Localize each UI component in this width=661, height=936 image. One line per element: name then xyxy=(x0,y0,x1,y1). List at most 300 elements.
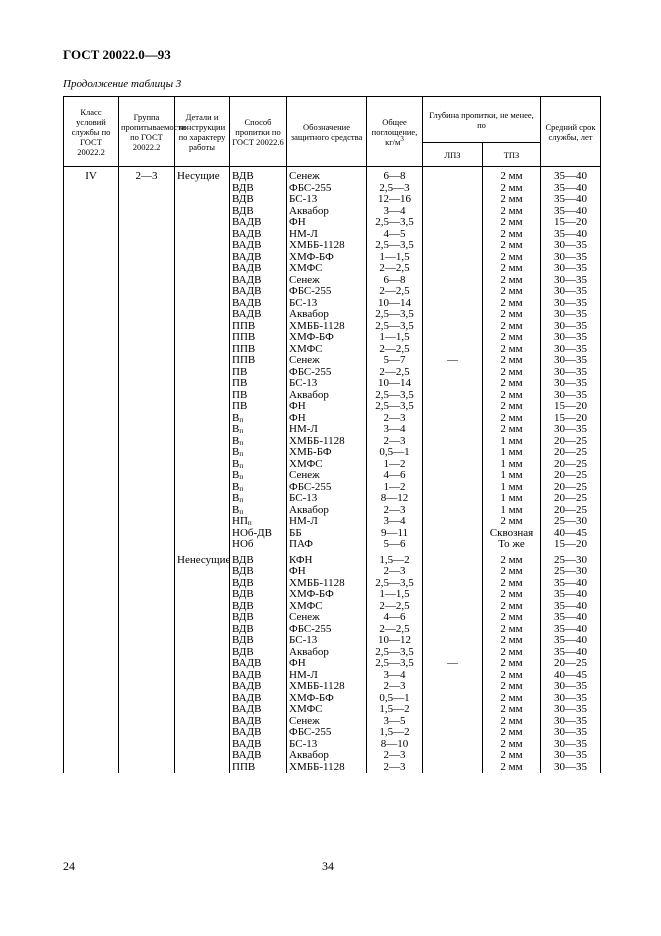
class-cell xyxy=(64,424,119,436)
tpz-cell: 2 мм xyxy=(483,704,541,716)
service-life-cell: 30—35 xyxy=(541,390,601,402)
absorption-cell: 3—4 xyxy=(367,516,423,528)
service-life-cell: 30—35 xyxy=(541,704,601,716)
agent-cell: НМ-Л xyxy=(287,670,367,682)
agent-cell: ХМББ-1128 xyxy=(287,436,367,448)
tpz-cell: 2 мм xyxy=(483,240,541,252)
tpz-cell: 2 мм xyxy=(483,263,541,275)
table-row xyxy=(64,263,601,275)
col-header-group: Группа пропитываемости по ГОСТ 20022.2 xyxy=(119,97,175,167)
group-cell xyxy=(119,355,175,367)
service-life-cell: 35—40 xyxy=(541,635,601,647)
lpz-cell xyxy=(423,321,483,333)
agent-cell: ХМББ-1128 xyxy=(287,578,367,590)
absorption-cell: 2,5—3,5 xyxy=(367,401,423,413)
table-row xyxy=(64,493,601,505)
absorption-cell: 1—2 xyxy=(367,482,423,494)
group-cell xyxy=(119,635,175,647)
table-row xyxy=(64,401,601,413)
service-life-cell: 15—20 xyxy=(541,401,601,413)
method-code: ВДВ xyxy=(232,622,254,635)
method-code: В xyxy=(232,446,240,458)
table-row xyxy=(64,566,601,578)
method-code: НОб-ДВ xyxy=(232,526,272,539)
agent-cell: НМ-Л xyxy=(287,516,367,528)
absorption-cell: 3—4 xyxy=(367,670,423,682)
class-cell xyxy=(64,459,119,471)
table-row xyxy=(64,240,601,252)
absorption-cell: 2—2,5 xyxy=(367,286,423,298)
class-cell xyxy=(64,470,119,482)
agent-cell: ФН xyxy=(287,566,367,578)
absorption-cell: 6—8 xyxy=(367,275,423,287)
class-cell xyxy=(64,612,119,624)
group-cell xyxy=(119,240,175,252)
table-row xyxy=(64,658,601,670)
group-cell xyxy=(119,750,175,762)
lpz-cell xyxy=(423,378,483,390)
table-row xyxy=(64,762,601,774)
lpz-cell xyxy=(423,750,483,762)
method-code: ВАДВ xyxy=(232,285,262,297)
details-cell xyxy=(175,309,230,321)
details-cell xyxy=(175,716,230,728)
service-life-cell: 35—40 xyxy=(541,229,601,241)
agent-cell: КФН xyxy=(287,551,367,567)
class-cell xyxy=(64,658,119,670)
method-code: В xyxy=(232,480,240,493)
tpz-cell: 1 мм xyxy=(483,447,541,459)
agent-cell: ФН xyxy=(287,217,367,229)
table-row xyxy=(64,516,601,528)
agent-cell: ХМФС xyxy=(287,459,367,471)
lpz-cell xyxy=(423,551,483,567)
tpz-cell: 2 мм xyxy=(483,332,541,344)
agent-cell: ХМФС xyxy=(287,601,367,613)
tpz-cell: 2 мм xyxy=(483,601,541,613)
service-life-cell: 30—35 xyxy=(541,378,601,390)
method-subscript: п xyxy=(239,427,244,435)
details-cell xyxy=(175,482,230,494)
lpz-cell xyxy=(423,240,483,252)
tpz-cell: 2 мм xyxy=(483,424,541,436)
agent-cell: ХМФС xyxy=(287,263,367,275)
class-cell xyxy=(64,229,119,241)
tpz-cell: 2 мм xyxy=(483,516,541,528)
class-cell xyxy=(64,739,119,751)
col-header-depth: Глубина пропитки, не менее, по xyxy=(423,97,541,143)
table-row xyxy=(64,727,601,739)
details-cell xyxy=(175,263,230,275)
table-row xyxy=(64,447,601,459)
group-cell xyxy=(119,624,175,636)
agent-cell: ФБС-255 xyxy=(287,624,367,636)
lpz-cell xyxy=(423,252,483,264)
lpz-cell xyxy=(423,566,483,578)
method-code: ВАДВ xyxy=(232,703,262,715)
method-subscript: п xyxy=(239,507,244,516)
agent-cell: БС-13 xyxy=(287,739,367,751)
group-cell xyxy=(119,367,175,379)
details-cell xyxy=(175,286,230,298)
absorption-cell: 9—11 xyxy=(367,528,423,540)
class-cell xyxy=(64,762,119,774)
details-cell xyxy=(175,413,230,425)
class-cell xyxy=(64,578,119,590)
details-cell xyxy=(175,470,230,482)
agent-cell: ФБС-255 xyxy=(287,183,367,195)
method-code: ВАДВ xyxy=(232,239,262,251)
absorption-cell: 4—6 xyxy=(367,612,423,624)
absorption-cell: 1,5—2 xyxy=(367,727,423,739)
group-cell xyxy=(119,206,175,218)
lpz-cell xyxy=(423,447,483,459)
class-cell xyxy=(64,286,119,298)
agent-cell: НМ-Л xyxy=(287,229,367,241)
class-cell xyxy=(64,275,119,287)
class-cell xyxy=(64,670,119,682)
group-cell xyxy=(119,390,175,402)
details-cell xyxy=(175,355,230,367)
table-row xyxy=(64,424,601,436)
method-subscript: п xyxy=(247,519,252,527)
service-life-cell: 30—35 xyxy=(541,739,601,751)
col-header-method: Способ пропитки по ГОСТ 20022.6 xyxy=(230,97,287,167)
lpz-cell xyxy=(423,298,483,310)
method-code: В xyxy=(232,457,240,470)
service-life-cell: 30—35 xyxy=(541,309,601,321)
class-cell xyxy=(64,589,119,601)
method-code: ВАДВ xyxy=(232,216,262,228)
absorption-cell: 1—1,5 xyxy=(367,589,423,601)
tpz-cell: 2 мм xyxy=(483,298,541,310)
agent-cell: Сенеж xyxy=(287,470,367,482)
tpz-cell: 2 мм xyxy=(483,551,541,567)
absorption-cell: 3—5 xyxy=(367,716,423,728)
absorption-cell: 2—3 xyxy=(367,436,423,448)
service-life-cell: 30—35 xyxy=(541,252,601,264)
lpz-cell xyxy=(423,263,483,275)
service-life-cell: 35—40 xyxy=(541,601,601,613)
service-life-cell: 30—35 xyxy=(541,762,601,774)
agent-cell: ФБС-255 xyxy=(287,482,367,494)
group-cell: 2—3 xyxy=(119,167,175,183)
group-cell xyxy=(119,401,175,413)
absorption-cell: 0,5—1 xyxy=(367,447,423,459)
method-code: ППВ xyxy=(232,760,256,773)
absorption-cell: 3—4 xyxy=(367,206,423,218)
absorption-cell: 4—5 xyxy=(367,229,423,241)
details-cell xyxy=(175,750,230,762)
lpz-cell xyxy=(423,727,483,739)
table-row xyxy=(64,378,601,390)
method-code: ВАДВ xyxy=(232,250,262,263)
agent-cell: ХМФ-БФ xyxy=(287,693,367,705)
tpz-cell: 2 мм xyxy=(483,727,541,739)
class-cell xyxy=(64,413,119,425)
method-code: ВАДВ xyxy=(232,668,262,681)
table-row xyxy=(64,589,601,601)
group-cell xyxy=(119,505,175,517)
table-row xyxy=(64,470,601,482)
method-code: ВАДВ xyxy=(232,227,262,240)
service-life-cell: 30—35 xyxy=(541,344,601,356)
details-cell xyxy=(175,647,230,659)
agent-cell: БС-13 xyxy=(287,635,367,647)
service-life-cell: 35—40 xyxy=(541,183,601,195)
group-cell xyxy=(119,551,175,567)
absorption-cell: 2,5—3,5 xyxy=(367,309,423,321)
service-life-cell: 30—35 xyxy=(541,275,601,287)
details-cell xyxy=(175,578,230,590)
details-cell xyxy=(175,194,230,206)
absorption-cell: 6—8 xyxy=(367,167,423,183)
service-life-cell: 20—25 xyxy=(541,658,601,670)
tpz-cell: 2 мм xyxy=(483,762,541,774)
agent-cell: БС-13 xyxy=(287,378,367,390)
method-subscript: п xyxy=(239,496,244,504)
lpz-cell xyxy=(423,635,483,647)
absorption-cell: 2—3 xyxy=(367,762,423,774)
class-cell xyxy=(64,321,119,333)
details-cell xyxy=(175,762,230,774)
details-cell xyxy=(175,344,230,356)
tpz-cell: 1 мм xyxy=(483,470,541,482)
tpz-cell: 2 мм xyxy=(483,739,541,751)
method-code: ППВ xyxy=(232,342,256,355)
details-cell xyxy=(175,321,230,333)
agent-cell: Аквабор xyxy=(287,750,367,762)
details-cell xyxy=(175,459,230,471)
absorption-cell: 10—12 xyxy=(367,635,423,647)
details-cell xyxy=(175,436,230,448)
class-cell xyxy=(64,332,119,344)
details-cell xyxy=(175,217,230,229)
service-life-cell: 30—35 xyxy=(541,424,601,436)
details-cell xyxy=(175,505,230,517)
details-cell xyxy=(175,670,230,682)
service-life-cell: 30—35 xyxy=(541,321,601,333)
method-code: ВДВ xyxy=(232,634,254,646)
details-cell xyxy=(175,183,230,195)
method-subscript: п xyxy=(239,438,244,447)
tpz-cell: 2 мм xyxy=(483,589,541,601)
tpz-cell: 1 мм xyxy=(483,493,541,505)
class-cell xyxy=(64,601,119,613)
agent-cell: БС-13 xyxy=(287,493,367,505)
class-cell xyxy=(64,390,119,402)
absorption-cell: 2—2,5 xyxy=(367,367,423,379)
details-cell xyxy=(175,229,230,241)
details-cell: Несущие xyxy=(175,167,230,183)
group-cell xyxy=(119,332,175,344)
method-code: ВДВ xyxy=(232,576,254,589)
lpz-cell xyxy=(423,183,483,195)
absorption-cell: 2,5—3,5 xyxy=(367,578,423,590)
service-life-cell: 25—30 xyxy=(541,516,601,528)
group-cell xyxy=(119,286,175,298)
group-cell xyxy=(119,612,175,624)
group-cell xyxy=(119,762,175,774)
agent-cell: Аквабор xyxy=(287,390,367,402)
tpz-cell: 2 мм xyxy=(483,716,541,728)
lpz-cell xyxy=(423,167,483,183)
group-cell xyxy=(119,229,175,241)
lpz-cell xyxy=(423,229,483,241)
col-header-details: Детали и конструкции по характеру работы xyxy=(175,97,230,167)
absorption-cell: 2,5—3,5 xyxy=(367,647,423,659)
service-life-cell: 30—35 xyxy=(541,367,601,379)
lpz-cell xyxy=(423,470,483,482)
absorption-cell: 1—2 xyxy=(367,459,423,471)
agent-cell: Сенеж xyxy=(287,612,367,624)
group-cell xyxy=(119,321,175,333)
lpz-cell xyxy=(423,589,483,601)
tpz-cell: 2 мм xyxy=(483,344,541,356)
absorption-cell: 2—3 xyxy=(367,750,423,762)
lpz-cell xyxy=(423,413,483,425)
table-row xyxy=(64,217,601,229)
col-header-class: Класс условий службы по ГОСТ 20022.2 xyxy=(64,97,119,167)
table-row xyxy=(64,539,601,551)
class-cell xyxy=(64,624,119,636)
lpz-cell xyxy=(423,505,483,517)
group-cell xyxy=(119,298,175,310)
agent-cell: ФН xyxy=(287,401,367,413)
details-cell xyxy=(175,658,230,670)
absorption-cell: 5—6 xyxy=(367,539,423,551)
method-subscript: п xyxy=(239,450,244,458)
lpz-cell xyxy=(423,367,483,379)
class-cell xyxy=(64,727,119,739)
tpz-cell: 2 мм xyxy=(483,750,541,762)
tpz-cell: То же xyxy=(483,539,541,551)
method-code: ППВ xyxy=(232,331,256,343)
details-cell xyxy=(175,727,230,739)
absorption-cell: 3—4 xyxy=(367,424,423,436)
tpz-cell: 2 мм xyxy=(483,390,541,402)
tpz-cell: 1 мм xyxy=(483,436,541,448)
service-life-cell: 30—35 xyxy=(541,240,601,252)
method-code: В xyxy=(232,411,240,424)
method-code: ВАДВ xyxy=(232,296,262,309)
class-cell xyxy=(64,539,119,551)
details-cell xyxy=(175,378,230,390)
service-life-cell: 20—25 xyxy=(541,447,601,459)
lpz-cell xyxy=(423,493,483,505)
absorption-cell: 2—2,5 xyxy=(367,624,423,636)
details-cell xyxy=(175,612,230,624)
group-cell xyxy=(119,589,175,601)
tpz-cell: 2 мм xyxy=(483,206,541,218)
group-cell xyxy=(119,658,175,670)
class-cell xyxy=(64,516,119,528)
absorption-cell: 2—3 xyxy=(367,566,423,578)
agent-cell: ХМФС xyxy=(287,704,367,716)
details-cell xyxy=(175,601,230,613)
class-cell xyxy=(64,693,119,705)
tpz-cell: 2 мм xyxy=(483,647,541,659)
agent-cell: ФБС-255 xyxy=(287,727,367,739)
agent-cell: ФБС-255 xyxy=(287,286,367,298)
lpz-cell xyxy=(423,482,483,494)
table-row xyxy=(64,551,601,567)
agent-cell: БС-13 xyxy=(287,194,367,206)
method-code: ППВ xyxy=(232,354,256,366)
absorption-cell: 10—14 xyxy=(367,298,423,310)
class-cell xyxy=(64,493,119,505)
tpz-cell: 2 мм xyxy=(483,252,541,264)
tpz-cell: 2 мм xyxy=(483,635,541,647)
class-cell xyxy=(64,401,119,413)
class-cell xyxy=(64,566,119,578)
method-code: ВДВ xyxy=(232,204,254,217)
absorption-cell: 1—1,5 xyxy=(367,252,423,264)
method-cell xyxy=(230,167,287,183)
details-cell xyxy=(175,693,230,705)
table-row xyxy=(64,194,601,206)
method-code: ВАДВ xyxy=(232,273,262,286)
class-cell xyxy=(64,647,119,659)
method-subscript: п xyxy=(239,473,244,481)
group-cell xyxy=(119,459,175,471)
absorption-cell: 8—10 xyxy=(367,739,423,751)
lpz-cell xyxy=(423,436,483,448)
agent-cell: ХМББ-1128 xyxy=(287,321,367,333)
details-cell xyxy=(175,447,230,459)
method-code: ВДВ xyxy=(232,565,254,577)
class-cell xyxy=(64,298,119,310)
agent-cell: Аквабор xyxy=(287,206,367,218)
col-header-absorption xyxy=(367,97,423,167)
tpz-cell: 1 мм xyxy=(483,505,541,517)
tpz-cell: Сквозная xyxy=(483,528,541,540)
class-cell xyxy=(64,716,119,728)
method-code: ВДВ xyxy=(232,588,254,600)
lpz-cell xyxy=(423,601,483,613)
details-cell xyxy=(175,739,230,751)
service-life-cell: 30—35 xyxy=(541,332,601,344)
class-cell xyxy=(64,704,119,716)
group-cell xyxy=(119,263,175,275)
service-life-cell: 20—25 xyxy=(541,493,601,505)
service-life-cell: 30—35 xyxy=(541,355,601,367)
service-life-cell: 30—35 xyxy=(541,263,601,275)
method-code: ПВ xyxy=(232,377,248,389)
agent-cell: ХМББ-1128 xyxy=(287,681,367,693)
group-cell xyxy=(119,413,175,425)
method-code: В xyxy=(232,423,240,435)
method-code: ВАДВ xyxy=(232,691,262,704)
agent-cell: ФН xyxy=(287,658,367,670)
lpz-cell xyxy=(423,390,483,402)
group-cell xyxy=(119,670,175,682)
lpz-cell xyxy=(423,332,483,344)
class-cell xyxy=(64,217,119,229)
tpz-cell: 2 мм xyxy=(483,194,541,206)
details-cell xyxy=(175,493,230,505)
tpz-cell: 2 мм xyxy=(483,183,541,195)
service-life-cell: 20—25 xyxy=(541,436,601,448)
details-cell xyxy=(175,298,230,310)
method-code: В xyxy=(232,434,240,447)
page-number-center: 34 xyxy=(322,859,334,873)
class-cell xyxy=(64,355,119,367)
table-row xyxy=(64,704,601,716)
agent-cell: ХМФС xyxy=(287,344,367,356)
group-cell xyxy=(119,681,175,693)
details-cell xyxy=(175,704,230,716)
